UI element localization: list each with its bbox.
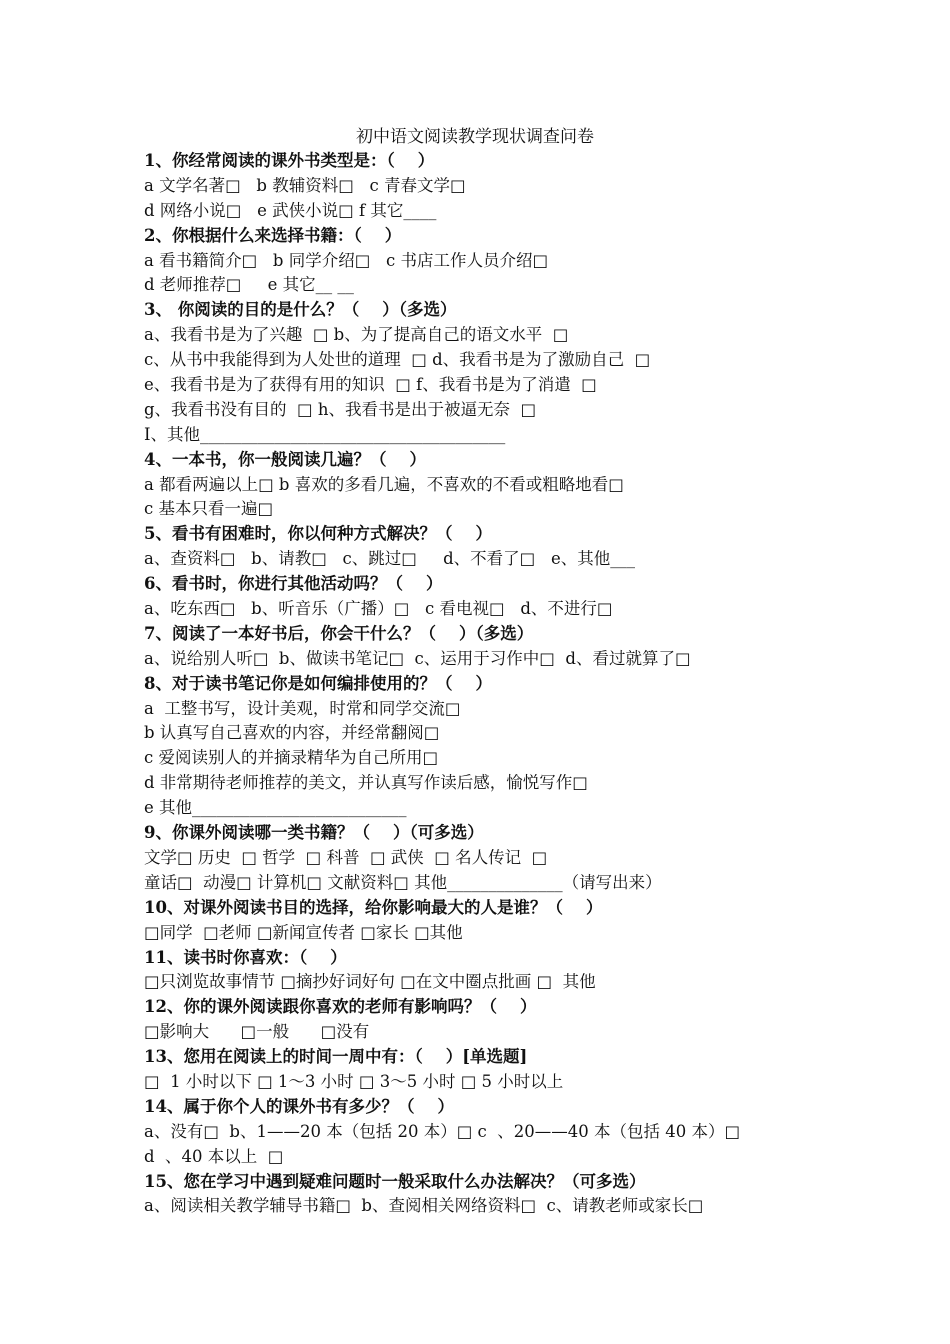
question-heading: 14、属于你个人的课外书有多少？（ ） [144, 1096, 454, 1116]
answer-options-line: c、从书中我能得到为人处世的道理 □ d、我看书是为了激励自己 □ [144, 350, 651, 370]
question-heading: 9、你课外阅读哪一类书籍？（ ）（可多选） [144, 823, 484, 843]
answer-options-line: e 其他__________________________ [144, 798, 407, 818]
answer-options-line: e、我看书是为了获得有用的知识 □ f、我看书是为了消遣 □ [144, 375, 597, 395]
answer-options-line: b 认真写自己喜欢的内容，并经常翻阅□ [144, 723, 440, 743]
answer-options-line: 文学□ 历史 □ 哲学 □ 科普 □ 武侠 □ 名人传记 □ [144, 847, 548, 867]
question-heading: 3、 你阅读的目的是什么？（ ）（多选） [144, 300, 457, 320]
answer-options-line: c 爱阅读别人的并摘录精华为自己所用□ [144, 748, 439, 768]
answer-options-line: a 看书籍简介□ b 同学介绍□ c 书店工作人员介绍□ [144, 250, 549, 270]
question-heading: 5、看书有困难时，你以何种方式解决？（ ） [144, 524, 492, 544]
answer-options-line: 童话□ 动漫□ 计算机□ 文献资料□ 其他______________（请写出来） [144, 872, 662, 892]
questionnaire-body [144, 149, 804, 1219]
answer-options-line: a、阅读相关教学辅导书籍□ b、查阅相关网络资料□ c、请教老师或家长□ [144, 1196, 704, 1216]
answer-options-line: g、我看书没有目的 □ h、我看书是出于被逼无奈 □ [144, 399, 537, 419]
answer-options-line: □影响大 □一般 □没有 [144, 1022, 370, 1042]
document-title: 初中语文阅读教学现状调查问卷 [356, 127, 594, 147]
answer-options-line: □同学 □老师 □新闻宣传者 □家长 □其他 [144, 922, 463, 942]
answer-options-line: d 、40 本以上 □ [144, 1146, 284, 1166]
question-heading: 1、你经常阅读的课外书类型是：（ ） [144, 151, 435, 170]
answer-options-line: d 非常期待老师推荐的美文，并认真写作读后感，愉悦写作□ [144, 773, 588, 793]
question-heading: 12、你的课外阅读跟你喜欢的老师有影响吗？（ ） [144, 997, 537, 1017]
answer-options-line: □只浏览故事情节 □摘抄好词好句 □在文中圈点批画 □ 其他 [144, 972, 596, 992]
answer-options-line: a、吃东西□ b、听音乐（广播）□ c 看电视□ d、不进行□ [144, 599, 613, 619]
question-heading: 4、一本书，你一般阅读几遍？（ ） [144, 449, 426, 469]
answer-options-line: d 网络小说□ e 武侠小说□ f 其它____ [144, 200, 437, 220]
answer-options-line: a 都看两遍以上□ b 喜欢的多看几遍，不喜欢的不看或粗略地看□ [144, 474, 624, 494]
answer-options-line: a、查资料□ b、请教□ c、跳过□ d、不看了□ e、其他___ [144, 549, 636, 569]
answer-options-line: a、我看书是为了兴趣 □ b、为了提高自己的语文水平 □ [144, 325, 569, 345]
question-heading: 6、看书时，你进行其他活动吗？（ ） [144, 574, 443, 594]
question-heading: 2、你根据什么来选择书籍：（ ） [144, 225, 402, 245]
answer-options-line: a 工整书写，设计美观，时常和同学交流□ [144, 698, 461, 718]
answer-options-line: □ 1 小时以下 □ 1～3 小时 □ 3～5 小时 □ 5 小时以上 [144, 1071, 564, 1091]
answer-options-line: I、其他_____________________________________ [144, 424, 506, 444]
question-heading: 10、对课外阅读书目的选择，给你影响最大的人是谁？（ ） [144, 897, 603, 917]
question-heading: 13、您用在阅读上的时间一周中有：（ ）[单选题] [144, 1047, 528, 1067]
question-heading: 8、对于读书笔记你是如何编排使用的？（ ） [144, 673, 492, 693]
answer-options-line: a、没有□ b、1——20 本（包括 20 本）□ c 、20——40 本（包括 40 本）□ [144, 1121, 741, 1141]
answer-options-line: c 基本只看一遍□ [144, 499, 274, 519]
question-heading: 11、读书时你喜欢：（ ） [144, 947, 347, 967]
question-heading: 7、阅读了一本好书后，你会干什么？（ ）（多选） [144, 623, 534, 643]
answer-options-line: d 老师推荐□ e 其它__ __ [144, 275, 354, 295]
answer-options-line: a、说给别人听□ b、做读书笔记□ c、运用于习作中□ d、看过就算了□ [144, 648, 691, 668]
question-heading: 15、您在学习中遇到疑难问题时一般采取什么办法解决？（可多选） [144, 1171, 646, 1191]
answer-options-line: a 文学名著□ b 教辅资料□ c 青春文学□ [144, 175, 466, 195]
